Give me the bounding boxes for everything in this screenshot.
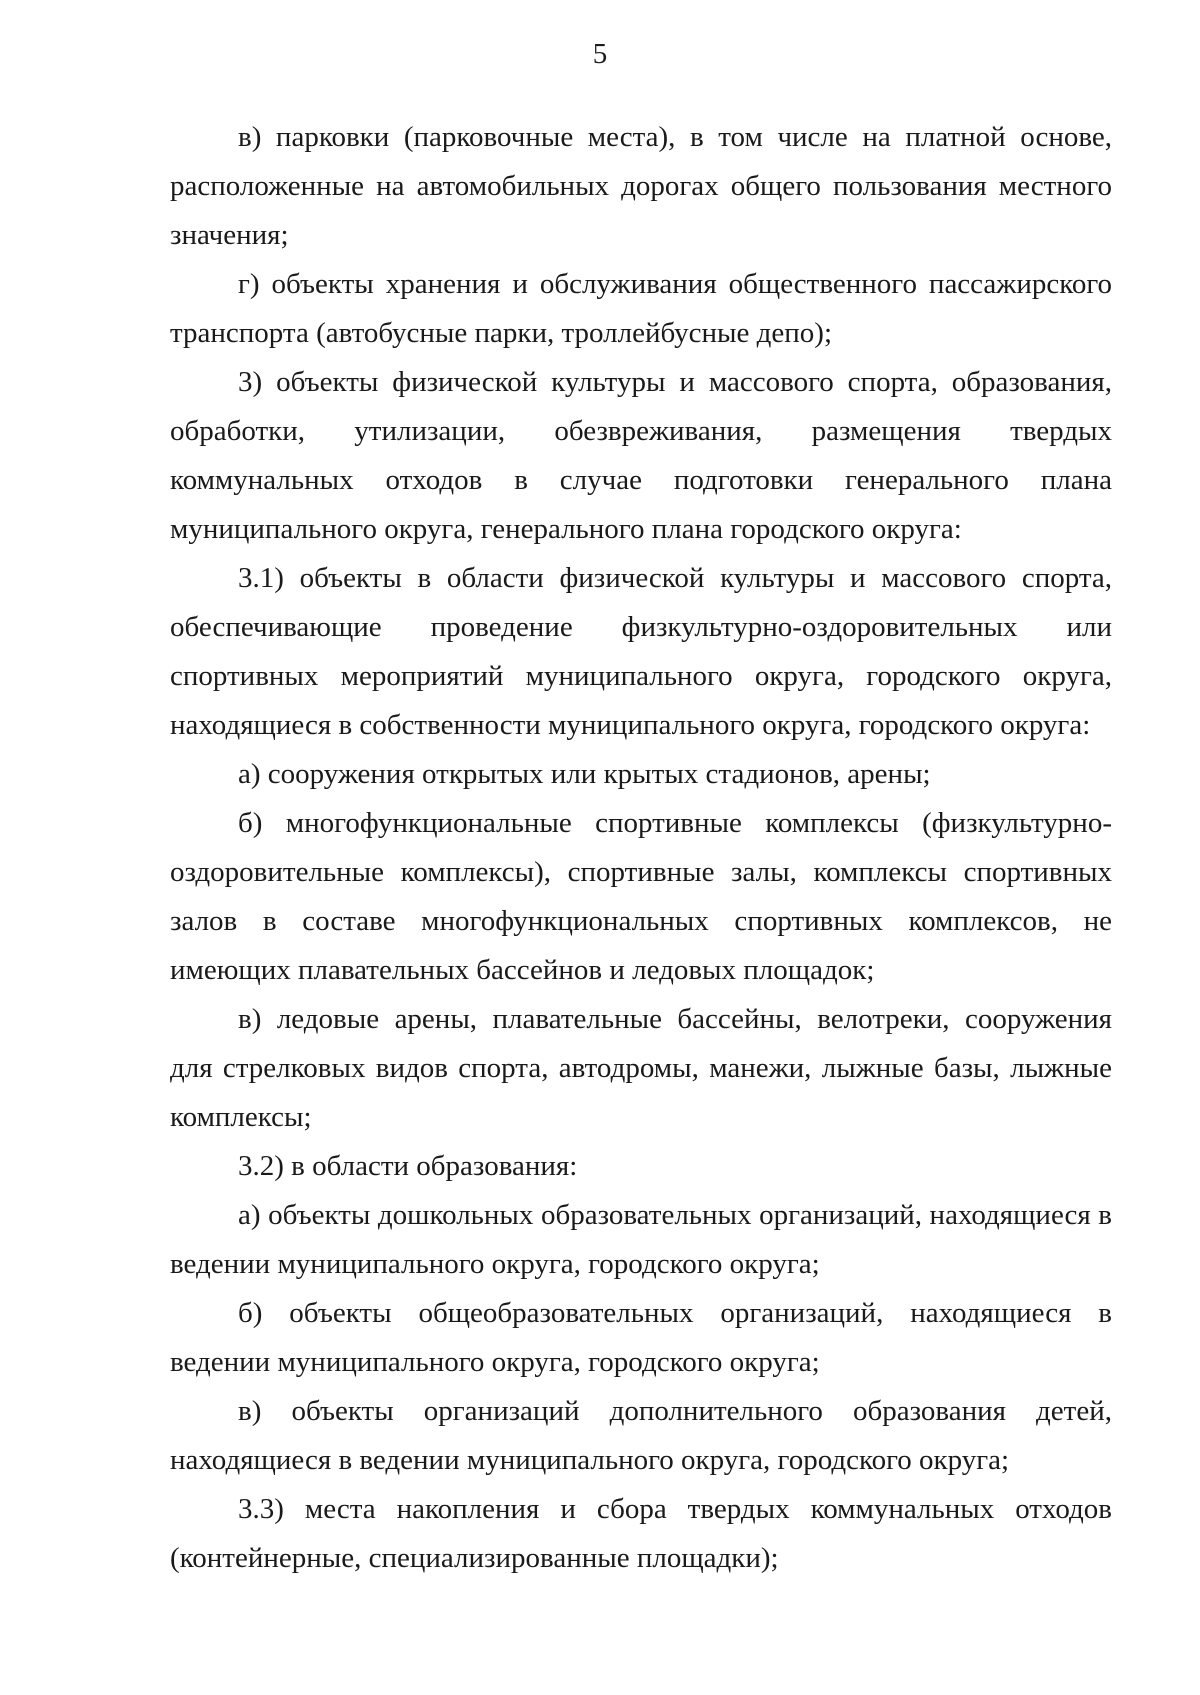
document-body — [170, 113, 1112, 1583]
paragraph-preschool: а) объекты дошкольных образовательных организаций, находящиеся в ведении муниципального округа, городского округа; — [170, 1199, 1112, 1280]
paragraph-additional-education: в) объекты организаций дополнительного образования детей, находящиеся в ведении муниципального округа, городского округа; — [170, 1395, 1112, 1476]
paragraph-item-3: 3) объекты физической культуры и массового спорта, образования, обработки, утилизации, обезвреживания, размещения твердых коммунальных отходов в случае подготовки генерального плана муниципального округа, генерального плана городского округа: — [170, 366, 1112, 545]
paragraph-ice-arenas: в) ледовые арены, плавательные бассейны, велотреки, сооружения для стрелковых видов спорта, автодромы, манежи, лыжные базы, лыжные комплексы; — [170, 1003, 1112, 1133]
paragraph-sport-complexes: б) многофункциональные спортивные комплексы (физкультурно-оздоровительные комплексы), спортивные залы, комплексы спортивных залов в составе многофункциональных спортивных комплексов, не имеющих плавательных бассейнов и ледовых площадок; — [170, 807, 1112, 986]
page-number: 5 — [592, 38, 608, 70]
paragraph-stadiums: а) сооружения открытых или крытых стадионов, арены; — [238, 758, 931, 790]
paragraph-item-3-1: 3.1) объекты в области физической культуры и массового спорта, обеспечивающие проведение физкультурно-оздоровительных или спортивных мероприятий муниципального округа, городского округа, находящиеся в собственности муниципального округа, городского округа: — [170, 562, 1112, 741]
paragraph-item-3-3: 3.3) места накопления и сбора твердых коммунальных отходов (контейнерные, специализированные площадки); — [170, 1493, 1112, 1574]
paragraph-item-3-2: 3.2) в области образования: — [238, 1150, 578, 1182]
paragraph-transport-storage: г) объекты хранения и обслуживания общественного пассажирского транспорта (автобусные парки, троллейбусные депо); — [170, 268, 1112, 349]
paragraph-general-education: б) объекты общеобразовательных организаций, находящиеся в ведении муниципального округа, городского округа; — [170, 1297, 1112, 1378]
paragraph-parking: в) парковки (парковочные места), в том числе на платной основе, расположенные на автомобильных дорогах общего пользования местного значения; — [170, 121, 1112, 251]
